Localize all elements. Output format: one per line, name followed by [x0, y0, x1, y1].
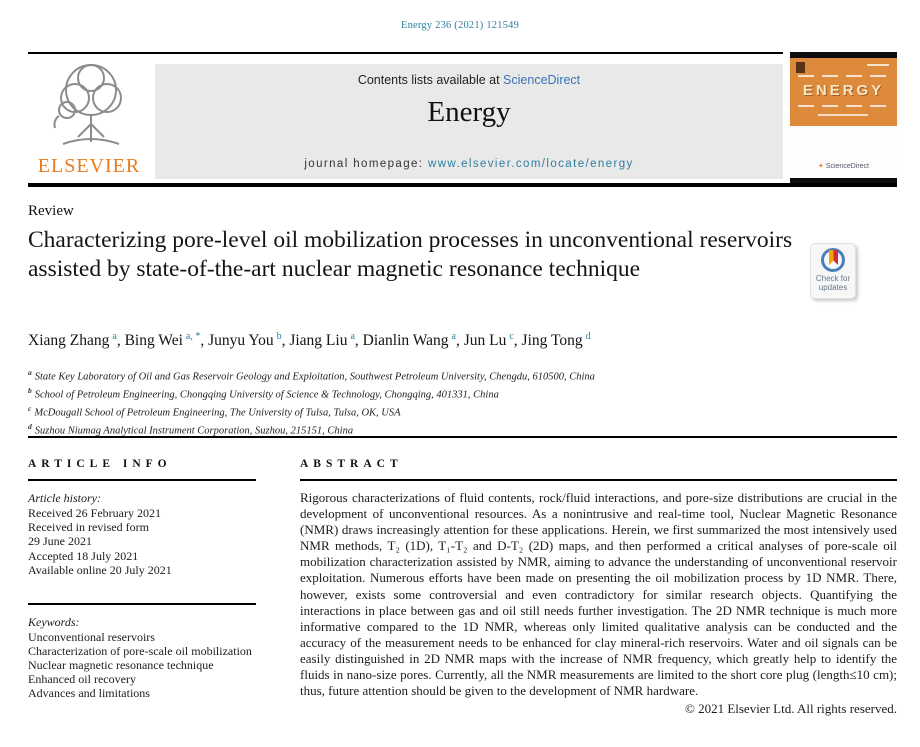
sciencedirect-leaf-icon: ✦ — [817, 163, 824, 170]
author — [289, 332, 362, 349]
sciencedirect-link[interactable]: ScienceDirect — [503, 73, 581, 87]
affiliation-text: McDougall School of Petroleum Engineering, The University of Tulsa, Tulsa, OK, USA — [34, 407, 401, 419]
journal-cover-thumbnail[interactable] — [790, 52, 897, 185]
author-affiliation-sup: a, * — [185, 331, 201, 342]
keyword: Enhanced oil recovery — [28, 672, 136, 687]
author-name: Jing Tong — [521, 332, 583, 350]
author-name: Xiang Zhang — [28, 332, 110, 350]
abstract-text: Rigorous characterizations of fluid contents, rock/fluid interactions, and pore-size distributions are crucial in the development of unconventional resources. As a nonintrusive and real-time tool, Nuclear Magnetic Resonance (NMR) draws increasingly attention for these applications. Herein, we first summarized the most intensively used NMR methods, T₂ (1D), T₁-T₂ and D-T₂ (2D) maps, and then performed a critical analyses of pore-scale oil mobilization characterization assisted by NMR, aiming to advance the understanding of unconventional reservoir exploitation. Numerous efforts have been made on presenting the oil mobilization process by 1D NMR. There, however, exists some controversial and even contradictory for similar research objects. Quantifying the interactions in place between gas and oil still needs further investigation. The 2D NMR technique is much more informative compared to the 1D NMR, whereas only limited qualitative analysis can be conducted and the accuracy of the measurement needs to be enhanced for clay mineral-rich reservoirs. Water and oil signals can be easily distinguished in 2D NMR maps with the increase of NMR frequency, which greatly help to identify the fluids in nano-size pores. Currently, all the NMR measurements are limited to the short core plug (length≤10 cm); thus, future attention should be given to the development of NMR hardware. — [300, 490, 897, 699]
affiliation-sup: b — [28, 386, 32, 395]
author-affiliation-sup: a — [112, 331, 117, 342]
header-divider-rule — [28, 183, 897, 187]
affiliation — [28, 384, 888, 402]
abstract-heading-rule — [300, 479, 897, 481]
header-top-rule — [28, 52, 783, 54]
article-info-heading: ARTICLE INFO — [28, 458, 172, 470]
cover-lower-area — [790, 126, 897, 178]
article-history-label: Article history: — [28, 491, 101, 505]
history-line: Received in revised form — [28, 520, 149, 535]
elsevier-logo[interactable] — [28, 58, 150, 180]
badge-text-line2: updates — [818, 283, 848, 292]
copyright-line: © 2021 Elsevier Ltd. All rights reserved. — [684, 701, 897, 717]
cover-publisher-mark — [796, 62, 805, 73]
section-divider-rule — [28, 436, 897, 438]
cover-subtitle-line — [818, 114, 868, 116]
affiliation-text: Suzhou Niumag Analytical Instrument Corporation, Suzhou, 215151, China — [34, 425, 354, 437]
author-affiliation-sup: a — [350, 331, 355, 342]
history-line: Available online 20 July 2021 — [28, 562, 172, 577]
history-line: Received 26 February 2021 — [28, 506, 161, 520]
abstract-column — [300, 458, 897, 717]
author-name: Junyu You — [208, 332, 274, 350]
article-type-label: Review — [28, 203, 74, 219]
keyword: Nuclear magnetic resonance technique — [28, 657, 214, 672]
keyword: Advances and limitations — [28, 686, 150, 701]
author-separator: , — [116, 332, 121, 350]
cover-editor-line — [798, 105, 814, 107]
author-affiliation-sup: a — [451, 331, 456, 342]
homepage-prefix: journal homepage: — [304, 158, 429, 170]
author — [363, 332, 464, 349]
keyword: Unconventional reservoirs — [28, 629, 155, 644]
affiliation-text: School of Petroleum Engineering, Chongqing University of Science & Technology, Chongqing, 401331, China — [34, 389, 499, 401]
article-info-heading-rule — [28, 479, 256, 481]
author-separator: , — [455, 332, 460, 350]
author — [464, 332, 522, 349]
crossmark-icon — [821, 248, 845, 272]
article-info-column — [28, 458, 256, 701]
affiliation — [28, 402, 888, 420]
affiliation-sup: a — [28, 368, 32, 377]
author-separator: , — [200, 332, 205, 350]
elsevier-logo-text: ELSEVIER — [37, 155, 141, 177]
journal-name: Energy — [427, 96, 511, 128]
author-name: Bing Wei — [124, 332, 183, 350]
author-name: Jiang Liu — [289, 332, 348, 350]
history-line: Accepted 18 July 2021 — [28, 548, 139, 563]
author-affiliation-sup: d — [585, 331, 591, 342]
journal-homepage-link[interactable]: www.elsevier.com/locate/energy — [428, 158, 634, 170]
cover-journal-title: ENERGY — [802, 82, 885, 99]
affiliation — [28, 366, 888, 384]
author-separator: , — [513, 332, 518, 350]
cover-editor-line — [822, 75, 838, 77]
keywords-divider-rule — [28, 603, 256, 605]
cover-editor-line — [870, 105, 886, 107]
cover-editor-line — [846, 75, 862, 77]
affiliation-sup: c — [28, 404, 32, 413]
check-for-updates-badge[interactable] — [810, 243, 856, 299]
cover-editor-line — [822, 105, 838, 107]
history-line: 29 June 2021 — [28, 534, 92, 549]
author-name: Dianlin Wang — [362, 332, 449, 350]
author — [125, 332, 209, 349]
affiliation-text: State Key Laboratory of Oil and Gas Reservoir Geology and Exploitation, Southwest Petroleum University, Chengdu, 610500, China — [34, 371, 595, 383]
author-affiliation-sup: b — [276, 331, 282, 342]
cover-front — [790, 58, 897, 126]
keywords-label: Keywords: — [28, 614, 80, 629]
affiliation-sup: d — [28, 422, 32, 431]
cover-editor-line — [870, 75, 886, 77]
cover-issue-line — [867, 64, 889, 66]
author-separator: , — [354, 332, 359, 350]
abstract-heading: ABSTRACT — [300, 458, 403, 470]
author-affiliation-sup: c — [509, 331, 514, 342]
affiliation-list — [28, 366, 888, 438]
author — [522, 332, 591, 349]
homepage-line — [155, 158, 783, 170]
elsevier-tree-icon — [28, 58, 150, 154]
contents-line — [155, 73, 783, 87]
article-title: Characterizing pore-level oil mobilization processes in unconventional reservoirs assisted by state-of-the-art nuclear magnetic resonance technique — [28, 227, 793, 282]
author-separator: , — [281, 332, 286, 350]
cover-sciencedirect-mark: ✦ ScienceDirect — [817, 163, 869, 170]
author — [28, 332, 125, 349]
cover-editor-line — [846, 105, 862, 107]
keyword: Characterization of pore-scale oil mobilization — [28, 643, 252, 658]
cover-editor-line — [798, 75, 814, 77]
author — [208, 332, 289, 349]
author-list — [28, 331, 808, 350]
badge-text-line1: Check for — [815, 274, 851, 283]
journal-header-panel — [155, 64, 783, 179]
contents-line-prefix: Contents lists available at — [357, 73, 504, 87]
author-name: Jun Lu — [463, 332, 507, 350]
journal-citation: Energy 236 (2021) 121549 — [400, 20, 520, 31]
